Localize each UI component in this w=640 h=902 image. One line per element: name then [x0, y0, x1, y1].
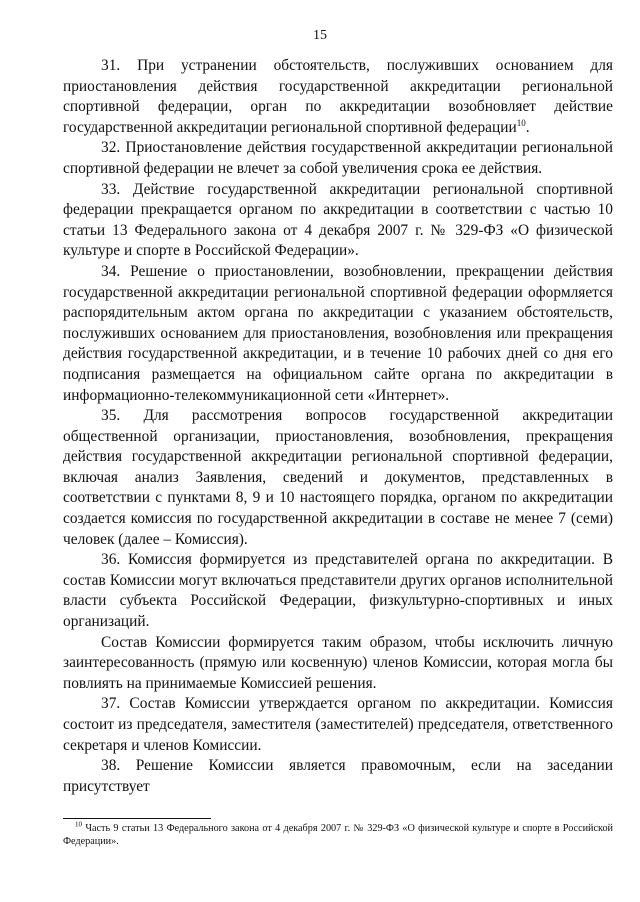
- paragraph-32: 32. Приостановление действия государственной аккредитации региональной спортивной федерации не влечет за собой увеличения срока ее действия.: [63, 139, 613, 177]
- document-body: [63, 56, 613, 797]
- paragraph-31: [63, 56, 613, 138]
- paragraph-text: 31. При устранении обстоятельств, послуживших основанием для приостановления действия государственной аккредитации региональной спортивной федерации, орган по аккредитации возобновляет действие государственной аккредитации региональной спортивной федерации: [63, 57, 613, 136]
- paragraph-tail: .: [525, 118, 530, 136]
- paragraph-36: 36. Комиссия формируется из представителей органа по аккредитации. В состав Комиссии могут включаться представители других органов исполнительной власти субъекта Российской Федерации, физкультурно-спортивных и иных организаций.: [63, 551, 613, 631]
- paragraph-38: 38. Решение Комиссии является правомочным, если на заседании присутствует: [63, 757, 613, 795]
- footnote-text: Часть 9 статьи 13 Федерального закона от 4 декабря 2007 г. № 329-ФЗ «О физической культуре и спорте в Российской Федерации».: [63, 823, 613, 847]
- footnote-divider: [63, 818, 211, 819]
- footnote-reference[interactable]: 10: [516, 117, 526, 128]
- paragraph-33: 33. Действие государственной аккредитации региональной спортивной федерации прекращается органом по аккредитации в соответствии с частью 10 статьи 13 Федерального закона от 4 декабря 2007 г. № 329-ФЗ «О физической культуре и спорте в Российской Федерации».: [63, 180, 613, 260]
- footnote: [63, 822, 613, 848]
- page-number: 15: [313, 28, 327, 43]
- paragraph-35: 35. Для рассмотрения вопросов государственной аккредитации общественной организации, приостановления, возобновления, прекращения действия государственной аккредитации региональной спортивной федерации, включая анализ Заявления, сведений и документов, представленных в соответствии с пунктами 8, 9 и 10 настоящего порядка, органом по аккредитации создается комиссия по государственной аккредитации в составе не менее 7 (семи) человек (далее – Комиссия).: [63, 407, 613, 548]
- paragraph-36-continuation: Состав Комиссии формируется таким образом, чтобы исключить личную заинтересованность (прямую или косвенную) членов Комиссии, которая могла бы повлиять на принимаемые Комиссией решения.: [63, 633, 613, 692]
- paragraph-34: 34. Решение о приостановлении, возобновлении, прекращении действия государственной аккредитации региональной спортивной федерации оформляется распорядительным актом органа по аккредитации с указанием обстоятельств, послуживших основанием для приостановления, возобновления или прекращения действия государственной аккредитации, и в течение 10 рабочих дней со дня его подписания размещается на официальном сайте органа по аккредитации в информационно-телекоммуникационной сети «Интернет».: [63, 262, 613, 404]
- paragraph-37: 37. Состав Комиссии утверждается органом по аккредитации. Комиссия состоит из председателя, заместителя (заместителей) председателя, ответственного секретаря и членов Комиссии.: [63, 695, 613, 754]
- footnote-marker: 10: [75, 820, 82, 829]
